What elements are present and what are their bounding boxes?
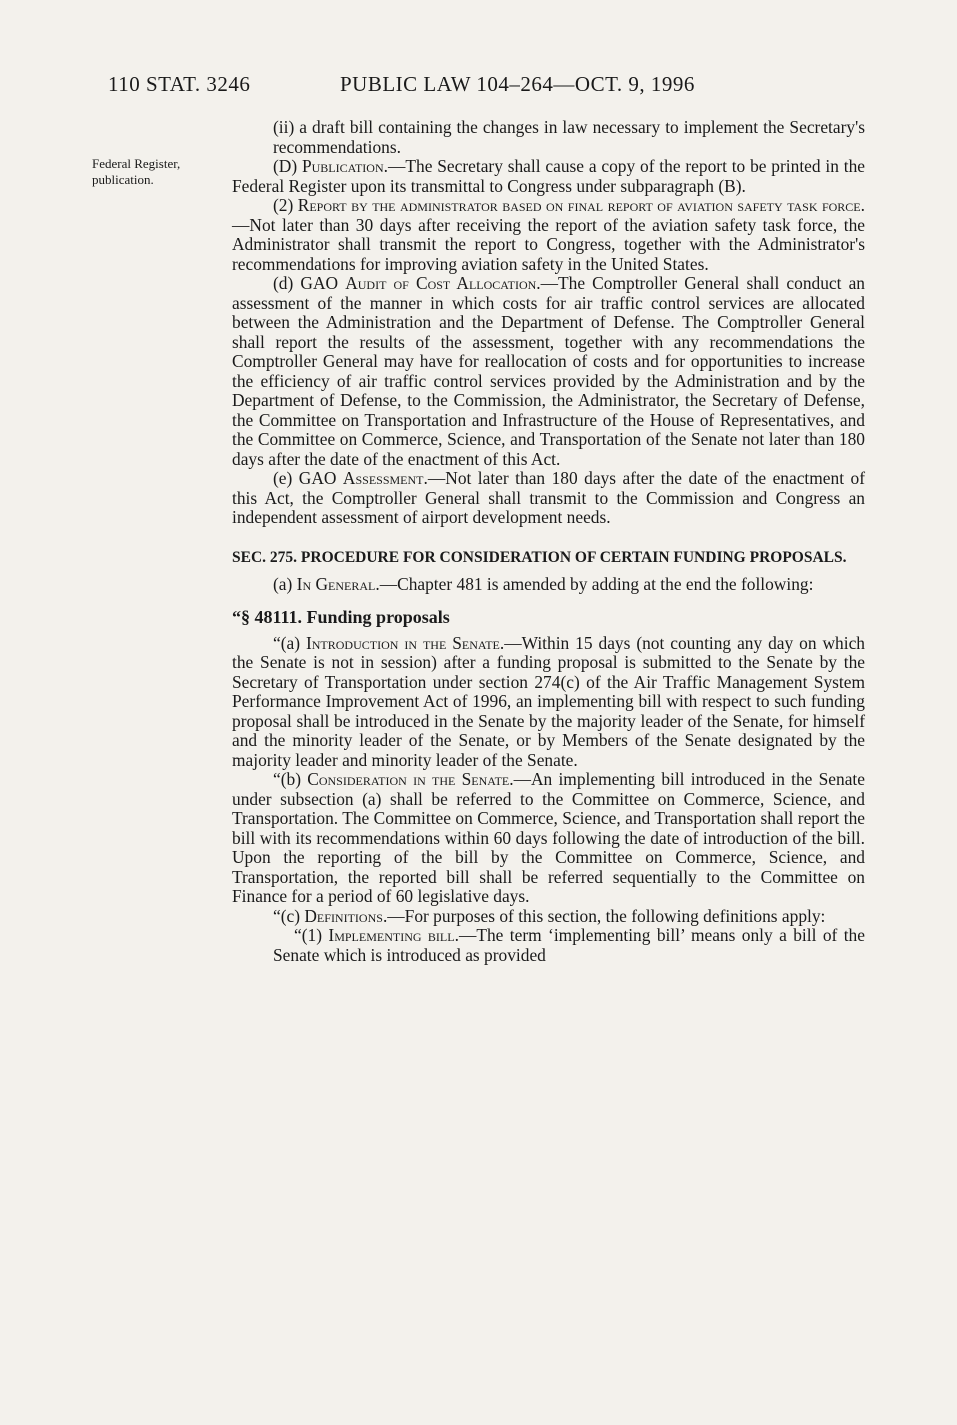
paragraph-sa-introduction: “(a) Introduction in the Senate.—Within 15 days (not counting any day on which the Senate is not in session) after a funding proposal is submitted to the Senate by the Secretary of Transportation under section 274(c) of the Air Traffic Management System Performance Improvement Act of 1996, an implementing bill with respect to such funding proposal shall be introduced in the Senate by the majority leader of the Senate, for himself and the minority leader of the Senate, or by Members of the Senate designated by the majority leader and minority leader of the Senate. [232,632,865,770]
paragraph-e-gao-assessment: (e) GAO Assessment.—Not later than 180 days after the date of the enactment of this Act, the Comptroller General shall transmit to the Commission and Congress an independent assessment of airport development needs. [232,468,865,527]
paragraph-heading: In General [296,573,376,594]
paragraph-ii [232,118,865,157]
paragraph-heading: Report by the administrator based on final report of aviation safety task force [297,195,861,215]
paragraph-s1-implementing-bill: “(1) Implementing bill.—The term ‘implementing bill’ means only a bill of the Senate which is introduced as provided [273,925,865,965]
paragraph-a-in-general: (a) In General.—Chapter 481 is amended by adding at the end the following: [273,573,814,594]
paragraph-heading: Definitions [304,905,383,926]
paragraph-text: (ii) a draft bill containing the changes in law necessary to implement the Secretary's recommendations. [273,117,865,157]
paragraph-heading: Introduction in the Senate [305,632,500,653]
running-header: PUBLIC LAW 104–264—OCT. 9, 1996 [340,72,695,96]
paragraph-heading: Consideration in the Senate [307,769,510,789]
paragraph-heading: Implementing bill [328,925,455,945]
paragraph-sb-consideration: “(b) Consideration in the Senate.—An implementing bill introduced in the Senate under subsection (a) shall be referred to the Committee on Commerce, Science, and Transportation. The Committee on Commerce, Science, and Transportation shall report the bill with its recommendations within 60 days following the date of introduction of the bill. Upon the reporting of the bill by the Committee on Commerce, Science, and Transportation, the reported bill shall be referred sequentially to the Committee on Finance for a period of 60 legislative days. [232,769,865,906]
statute-page-number: 110 STAT. 3246 [108,72,251,96]
paragraph-d-publication: (D) Publication.—The Secretary shall cause a copy of the report to be printed in the Federal Register upon its transmittal to Congress under subparagraph (B). [232,156,865,196]
paragraph-heading: Audit of Cost Allocation [345,273,537,293]
paragraph-sc-definitions: “(c) Definitions.—For purposes of this section, the following definitions apply: [273,905,826,926]
subsection-heading: “§ 48111. Funding proposals [232,607,450,627]
section-heading [232,548,865,567]
margin-note [92,156,212,188]
body-text [232,118,865,965]
margin-note-line: Federal Register, [92,156,181,171]
margin-note-line: publication. [92,172,154,187]
paragraph-heading: Assessment [342,468,424,488]
paragraph-2-report: (2) Report by the administrator based on final report of aviation safety task force.—Not later than 30 days after receiving the report of the aviation safety task force, the Administrator shall transmit the report to Congress, together with the Administrator's recommendations for improving aviation safety in the United States. [232,195,865,274]
paragraph-heading: Publication [301,156,384,176]
section-title: PROCEDURE FOR CONSIDERATION OF CERTAIN FUNDING PROPOSALS. [300,548,847,566]
paragraph-d-gao-audit: (d) GAO Audit of Cost Allocation.—The Comptroller General shall conduct an assessment of the manner in which costs for air traffic control services are allocated between the Administration and the Department of Defense. The Comptroller General shall report the results of the assessment, together with any recommendations the Comptroller General may have for reallocation of costs and for opportunities to increase the efficiency of air traffic control services provided by the Administration and by the Department of Defense, to the Commission, the Administrator, the Secretary of Defense, the Committee on Transportation and Infrastructure of the House of Representatives, and the Committee on Commerce, Science, and Transportation of the Senate not later than 180 days after the date of the enactment of this Act. [232,273,865,469]
section-number: SEC. 275. [232,548,298,566]
